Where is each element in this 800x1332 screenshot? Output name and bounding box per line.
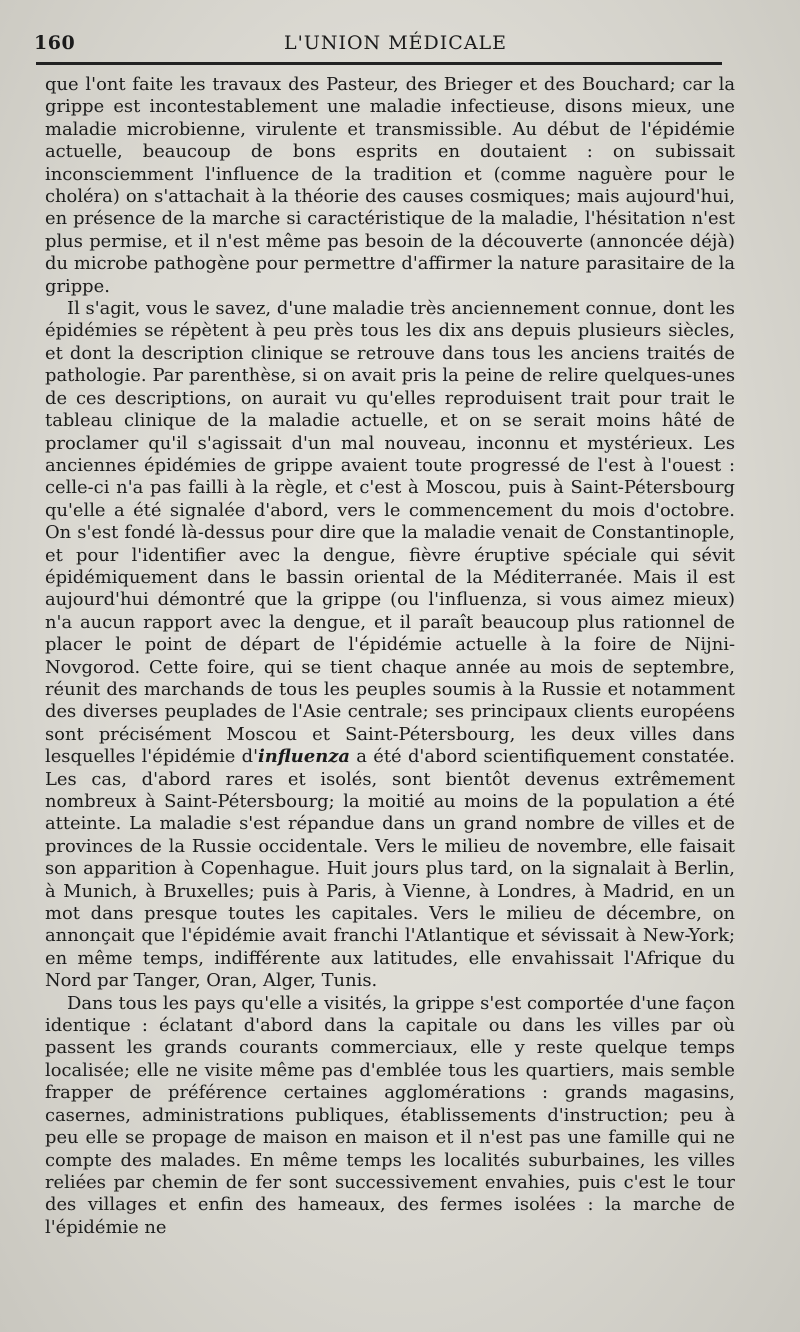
paragraph-3: Dans tous les pays qu'elle a visités, la grippe s'est comportée d'une façon identique : éclatant d'abord dans la capitale ou dans les villes par où passent les grands courants commerciaux, elle y reste quelque temps localisée; elle ne visite même pas d'emblée tous les quartiers, mais semble frapper de préférence certaines agglomérations : grands magasins, casernes, administrations publiques, établissements d'instruction; peu à peu elle se propage de maison en maison et il n'est pas une famille qui ne compte des malades. En même temps les localités suburbaines, les villes reliées par chemin de fer sont successivement envahies, puis c'est le tour des villages et enfin des hameaux, des fermes isolées : la marche de l'épidémie ne xyxy=(45,992,735,1238)
paragraph-2-part-2: a été d'abord scientifiquement constatée. Les cas, d'abord rares et isolés, sont bientôt devenus extrêmement nombreux à Saint-Pétersbourg; la moitié au moins de la population a été atteinte. La maladie s'est répandue dans un grand nombre de villes et de provinces de la Russie occidentale. Vers le milieu de novembre, elle faisait son apparition à Copenhague. Huit jours plus tard, on la signalait à Berlin, à Munich, à Bruxelles; puis à Paris, à Vienne, à Londres, à Madrid, en un mot dans presque toutes les capitales. Vers le milieu de décembre, on annonçait que l'épidémie avait franchi l'Atlantique et sévissait à New-York; en même temps, indifférente aux latitudes, elle envahissait l'Afrique du Nord par Tanger, Oran, Alger, Tunis. xyxy=(45,746,735,992)
paragraph-1: que l'ont faite les travaux des Pasteur, des Brieger et des Bouchard; car la grippe est incontestablement une maladie infectieuse, disons mieux, une maladie microbienne, virulente et transmissible. Au début de l'épidémie actuelle, beaucoup de bons esprits en doutaient : on subissait inconsciemment l'influence de la tradition et (comme naguère pour le choléra) on s'attachait à la théorie des causes cosmiques; mais aujourd'hui, en présence de la marche si caractéristique de la maladie, l'hésitation n'est plus permise, et il n'est même pas besoin de la découverte (annoncée déjà) du microbe pathogène pour permettre d'affirmer la nature parasitaire de la grippe. xyxy=(45,74,735,297)
paragraph-2 xyxy=(45,298,735,993)
running-head: L'UNION MÉDICALE xyxy=(284,32,508,54)
header-rule xyxy=(36,62,722,65)
page-header xyxy=(34,30,734,58)
emphasis-influenza: influenza xyxy=(258,746,350,768)
page-number: 160 xyxy=(34,32,76,54)
body-text xyxy=(45,74,735,1239)
paragraph-2-part-1: Il s'agit, vous le savez, d'une maladie très anciennement connue, dont les épidémies se répètent à peu près tous les dix ans depuis plusieurs siècles, et dont la description clinique se retrouve dans tous les anciens traités de pathologie. Par parenthèse, si on avait pris la peine de relire quelques-unes de ces descriptions, on aurait vu qu'elles reproduisent trait pour trait le tableau clinique de la maladie actuelle, et on se serait moins hâté de proclamer qu'il s'agissait d'un mal nouveau, inconnu et mystérieux. Les anciennes épidémies de grippe avaient toute progressé de l'est à l'ouest : celle-ci n'a pas failli à la règle, et c'est à Moscou, puis à Saint-Pétersbourg qu'elle a été signalée d'abord, vers le commencement du mois d'octobre. On s'est fondé là-dessus pour dire que la maladie venait de Constantinople, et pour l'identifier avec la dengue, fièvre éruptive spéciale qui sévit épidémiquement dans le bassin oriental de la Méditerranée. Mais il est aujourd'hui démontré que la grippe (ou l'influenza, si vous aimez mieux) n'a aucun rapport avec la dengue, et il paraît beaucoup plus rationnel de placer le point de départ de l'épidémie actuelle à la foire de Nijni-Novgorod. Cette foire, qui se tient chaque année au mois de septembre, réunit des marchands de tous les peuples soumis à la Russie et notamment des diverses peuplades de l'Asie centrale; ses principaux clients européens sont précisément Moscou et Saint-Pétersbourg, les deux villes dans lesquelles l'épidémie d' xyxy=(45,298,735,768)
